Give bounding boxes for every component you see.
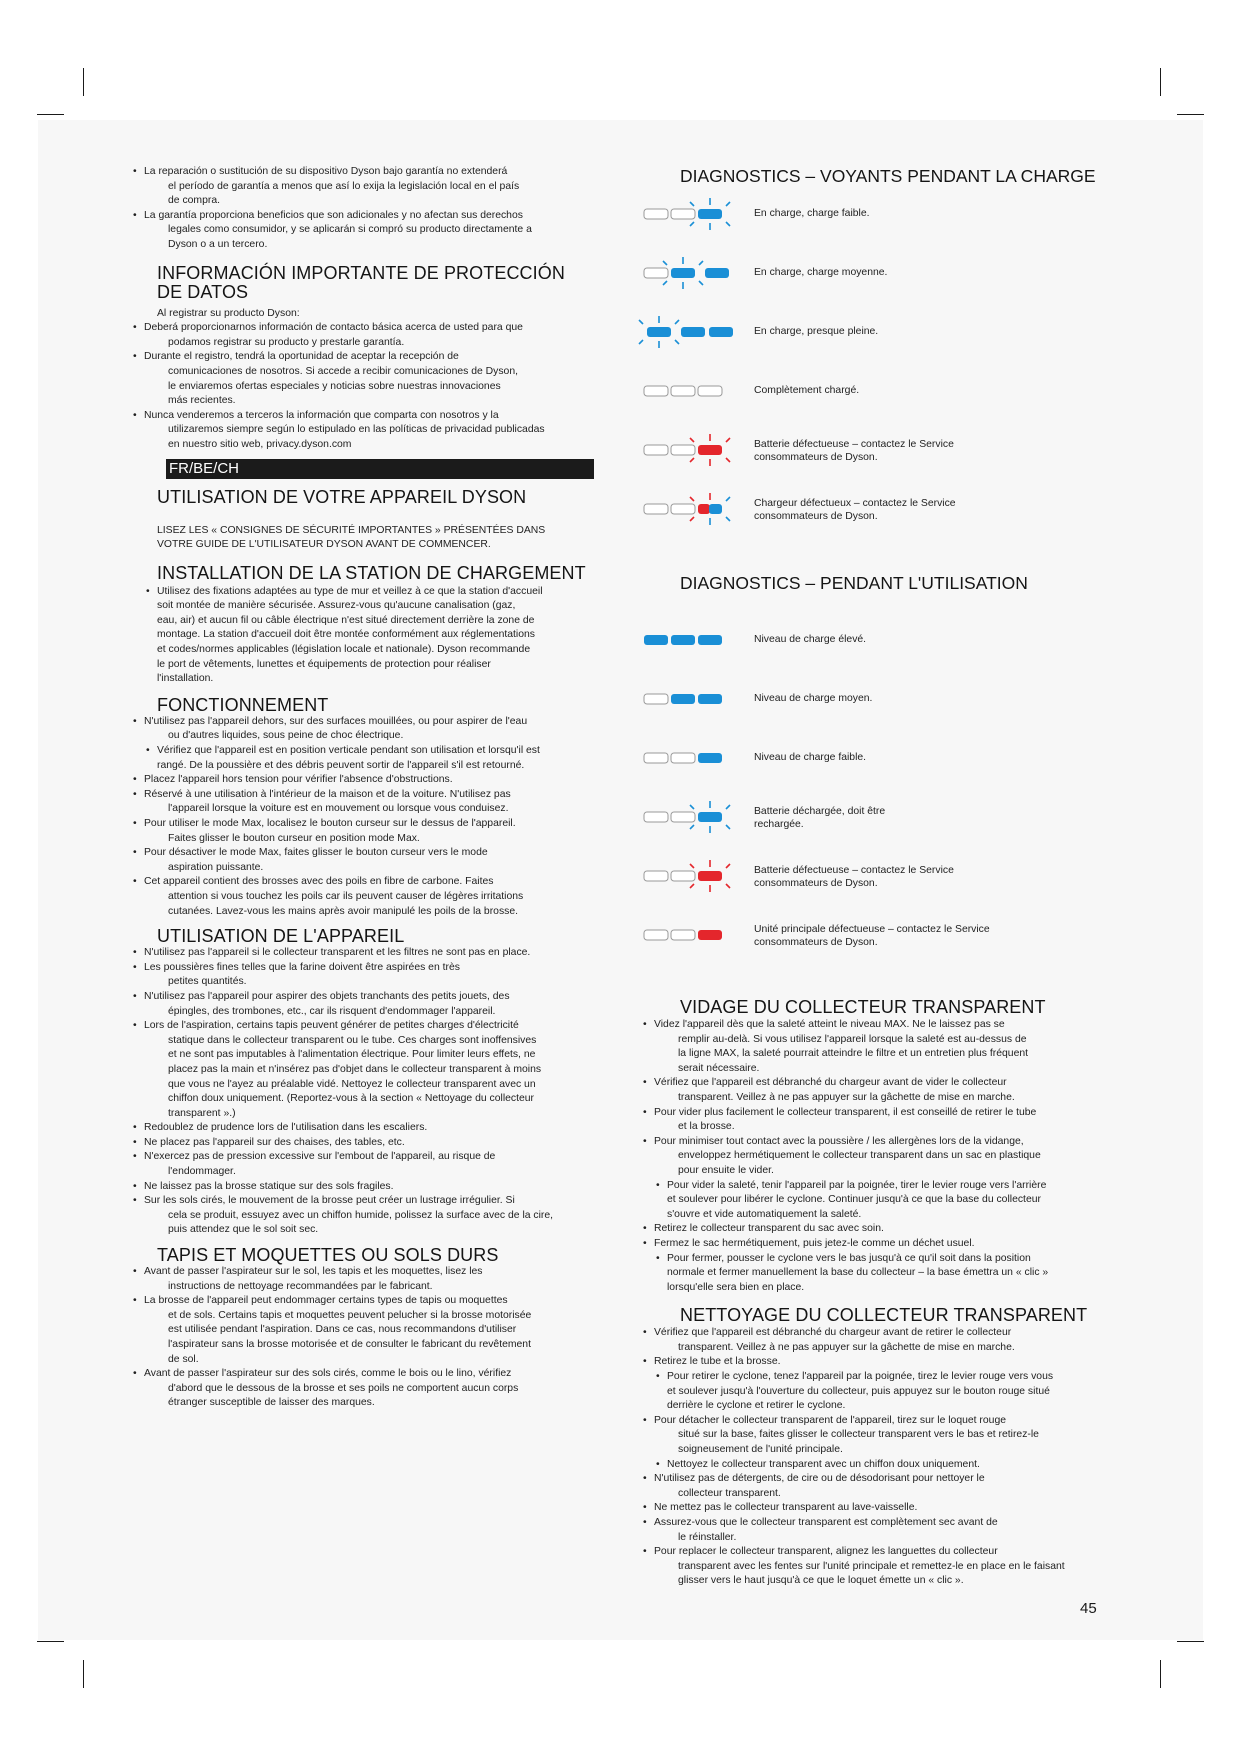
text-line: Dyson o a un tercero. (168, 238, 268, 250)
segment-red-flashing (690, 860, 730, 892)
text-line: • La brosse de l'appareil peut endommager certains types de tapis ou moquettes (144, 1295, 508, 1307)
text-line: • Nettoyez le collecteur transparent avec un chiffon doux uniquement. (667, 1458, 980, 1470)
text-line: • Deberá proporcionarnos información de contacto básica acerca de usted para que (144, 322, 523, 334)
list-item (643, 1106, 1113, 1135)
text-line: consommateurs de Dyson. (754, 511, 878, 522)
segment-blue (698, 694, 722, 704)
text-line: consommateurs de Dyson. (754, 452, 878, 463)
text-line: • Ne laissez pas la brosse statique sur des sols fragiles. (144, 1180, 394, 1192)
text-line: Chargeur défectueux – contactez le Service (754, 498, 956, 509)
battery-indicator (643, 196, 743, 230)
utilisation-heading: UTILISATION DE L'APPAREIL (157, 926, 405, 947)
text-line: normale et fermer manuellement la base du collecteur – la base émettra un « clic » (667, 1267, 1049, 1279)
charge-row (643, 432, 1113, 491)
data-bullet (133, 409, 603, 453)
text-line: glisser vers le haut jusqu'à ce que le loquet émette un « clic ». (678, 1575, 964, 1587)
text-line: le port de vêtements, lunettes et équipements de protection pour réaliser (157, 658, 491, 670)
text-line: transparent ».) (168, 1107, 236, 1119)
text-line: Complètement chargé. (754, 385, 860, 396)
list-item (643, 1472, 1113, 1501)
text-line: • Fermez le sac hermétiquement, puis jetez-le comme un déchet usuel. (654, 1237, 975, 1249)
use-row (643, 740, 1113, 799)
segment-empty-1 (644, 209, 668, 219)
battery-indicator (643, 432, 743, 466)
segment-empty-1 (644, 386, 668, 396)
text-line: • Pour minimiser tout contact avec la poussière / les allergènes lors de la vidange, (654, 1135, 1024, 1147)
text-line: et la brosse. (678, 1121, 735, 1133)
right-column (643, 166, 1113, 1589)
text-line: • Vérifiez que l'appareil est en position verticale pendant son utilisation et lorsqu'il est (157, 745, 540, 757)
text-line: • Pour utiliser le mode Max, localisez le bouton curseur sur le dessus de l'appareil. (144, 818, 516, 829)
use-row (643, 858, 1113, 917)
segment-blue (698, 635, 722, 645)
segment-empty-2 (671, 504, 695, 514)
text-line: • Pour désactiver le mode Max, faites glisser le bouton curseur vers le mode (144, 847, 488, 859)
segment-empty-1 (644, 694, 668, 704)
data-protection-heading (133, 264, 603, 302)
left-column (133, 165, 603, 1411)
list-item (643, 1018, 1113, 1076)
install-heading: INSTALLATION DE LA STATION DE CHARGEMENT (157, 562, 586, 583)
list-item (643, 1222, 1113, 1237)
text-line: • Nunca venderemos a terceros la información que comparta con nosotros y la (144, 409, 499, 421)
text-line: • La garantía proporciona beneficios que son adicionales y no afectan sus derechos (144, 209, 523, 221)
crop-mark-tl-h (37, 114, 64, 115)
text-line: pour ensuite le vider. (678, 1164, 774, 1176)
install-bullet (133, 585, 603, 687)
list-item (133, 744, 603, 773)
warranty-bullet (133, 165, 603, 209)
text-line: attention si vous touchez les poils car ils peuvent causer de légères irritations (168, 890, 524, 902)
segment-empty-2 (671, 445, 695, 455)
text-line: En charge, charge faible. (754, 208, 870, 219)
segment-empty-2 (671, 812, 695, 822)
battery-indicator (643, 858, 743, 892)
list-item (133, 875, 603, 919)
list-item (643, 1179, 1113, 1223)
text-line: de compra. (168, 195, 220, 207)
text-line: l'appareil lorsque la voiture est en mouvement ou lorsque vous conduisez. (168, 803, 509, 815)
segment-blue (681, 327, 705, 337)
text-line: • N'utilisez pas l'appareil pour aspirer des objets tranchants des petits jouets, des (144, 990, 510, 1002)
segment-blue (709, 327, 733, 337)
list-item (133, 946, 603, 961)
text-line: utilizaremos siempre según lo estipulado en las políticas de privacidad publicadas (168, 424, 545, 436)
segment-empty-1 (644, 445, 668, 455)
crop-mark-tr-v (1160, 68, 1161, 96)
text-line: transparent. Veillez à ne pas appuyer sur la gâchette de mise en marche. (678, 1091, 1015, 1103)
text-line: épingles, des trombones, etc., car ils risquent d'endommager l'appareil. (168, 1005, 496, 1017)
diag-label (754, 438, 1014, 464)
text-line: montage. La station d'accueil doit être montée conformément aux réglementations (157, 629, 535, 641)
text-line: En charge, presque pleine. (754, 326, 879, 337)
text-line: consommateurs de Dyson. (754, 878, 878, 889)
text-line: et soulever pour libérer le cyclone. Continuer jusqu'à ce que la base du collecteur (667, 1194, 1041, 1206)
list-item (643, 1355, 1113, 1370)
list-item (133, 1121, 603, 1136)
text-line: s'ouvre et vide automatiquement la saleté. (667, 1208, 862, 1220)
segment-empty-1 (644, 930, 668, 940)
segment-blue (698, 753, 722, 763)
text-line: • N'utilisez pas de détergents, de cire ou de désodorisant pour nettoyer le (654, 1473, 985, 1485)
charge-row (643, 255, 1113, 314)
diag-label (754, 692, 1014, 705)
text-line: aspiration puissante. (168, 861, 264, 873)
text-line: la ligne MAX, la saleté pourrait atteindre le filtre et un entretien plus fréquent (678, 1048, 1029, 1060)
text-line: que vous ne l'ayez au préalable vidé. Nettoyez le collecteur transparent avec un (168, 1078, 536, 1090)
text-line: d'abord que le dessous de la brosse et ses poils ne comportent aucun corps (168, 1382, 519, 1394)
text-line: collecteur transparent. (678, 1487, 781, 1499)
text-line: chiffon doux uniquement. (Reportez-vous à la section « Nettoyage du collecteur (168, 1093, 535, 1105)
battery-indicator (635, 314, 743, 348)
diag-label (754, 384, 1014, 397)
text-line: • Pour replacer le collecteur transparent, alignez les languettes du collecteur (654, 1546, 998, 1558)
text-line: rechargée. (754, 819, 804, 830)
text-line: est utilisée pendant l'aspiration. Dans ce cas, nous recommandons d'utiliser (168, 1324, 517, 1336)
use-row (643, 917, 1113, 976)
charge-row (643, 196, 1113, 255)
diag-label (754, 751, 1014, 764)
segment-blue-flashing (639, 316, 679, 348)
data-intro: Al registrar su producto Dyson: (157, 307, 300, 319)
text-line: LISEZ LES « CONSIGNES DE SÉCURITÉ IMPORTANTES » PRÉSENTÉES DANS (157, 524, 546, 536)
text-line: Niveau de charge élevé. (754, 634, 867, 645)
list-item (643, 1135, 1113, 1179)
text-line: • Redoublez de prudence lors de l'utilisation dans les escaliers. (144, 1122, 428, 1134)
text-line: serait nécessaire. (678, 1062, 760, 1074)
segment-blue (644, 635, 668, 645)
segment-blue (671, 635, 695, 645)
data-bullet (133, 350, 603, 408)
use-row (643, 799, 1113, 858)
list-item (643, 1516, 1113, 1545)
diag-label (754, 633, 1014, 646)
text-line: remplir au-delà. Si vous utilisez l'appareil lorsque la saleté est au-dessus de (678, 1033, 1027, 1045)
text-line: transparent. Veillez à ne pas appuyer sur la gâchette de mise en marche. (678, 1341, 1015, 1353)
text-line: Batterie déchargée, doit être (754, 806, 886, 817)
text-line: soigneusement de l'unité principale. (678, 1444, 843, 1456)
text-line: l'installation. (157, 673, 214, 685)
list-item (133, 715, 603, 744)
segment-red (698, 930, 722, 940)
text-line: en nuestro sitio web, privacy.dyson.com (168, 438, 352, 450)
segment-empty-2 (671, 753, 695, 763)
text-line: soit montée de manière sécurisée. Assurez-vous qu'aucune canalisation (gaz, (157, 600, 516, 612)
heading-line: INFORMACIÓN IMPORTANTE DE PROTECCIÓN (157, 262, 565, 283)
charge-row (643, 491, 1113, 550)
text-line: • Retirez le collecteur transparent du sac avec soin. (654, 1223, 884, 1235)
text-line: • Placez l'appareil hors tension pour vérifier l'absence d'obstructions. (144, 774, 453, 786)
use-row (643, 681, 1113, 740)
text-line: • La reparación o sustitución de su dispositivo Dyson bajo garantía no extenderá (144, 166, 508, 177)
text-line: • Vérifiez que l'appareil est débranché du chargeur avant de vider le collecteur (654, 1077, 1007, 1089)
text-line: • Pour vider plus facilement le collecteur transparent, il est conseillé de retirer le tube (654, 1106, 1037, 1118)
list-item (133, 1019, 603, 1121)
battery-indicator (643, 681, 743, 715)
segment-empty-2 (671, 386, 695, 396)
diag-label (754, 923, 1014, 949)
text-line: ou d'autres liquides, sous peine de choc électrique. (168, 730, 404, 742)
text-line: el período de garantía a menos que así lo exija la legislación local en el país (168, 180, 520, 192)
tapis-heading: TAPIS ET MOQUETTES OU SOLS DURS (157, 1245, 499, 1266)
text-line: • N'exercez pas de pression excessive sur l'embout de l'appareil, au risque de (144, 1151, 496, 1163)
text-line: lorsqu'elle sera bien en place. (667, 1281, 805, 1293)
text-line: et ne sont pas imputables à l'alimentation électrique. Pour limiter leurs effets, ne (168, 1049, 536, 1061)
text-line: rangé. De la poussière et des débris peuvent sortir de l'appareil s'il est retourné. (157, 759, 525, 771)
diag-label (754, 805, 1014, 831)
segment-empty-2 (671, 930, 695, 940)
list-item (643, 1076, 1113, 1105)
segment-red-flashing (690, 434, 730, 466)
list-item (133, 1194, 603, 1238)
diag-label (754, 207, 1014, 220)
segment-blue (705, 268, 729, 278)
diag-label (754, 864, 1014, 890)
list-item (133, 1367, 603, 1411)
text-line: l'aspirateur sans la brosse motorisée et de consulter le fabricant du revêtement (168, 1339, 531, 1350)
diag-label (754, 266, 1014, 279)
list-item (643, 1501, 1113, 1516)
text-line: puis attendez que le sol soit sec. (168, 1224, 319, 1236)
text-line: • N'utilisez pas l'appareil dehors, sur des surfaces mouillées, ou pour aspirer de l'eau (144, 715, 528, 727)
text-line: le enviaremos ofertas especiales y noticias sobre nuestras innovaciones (168, 380, 501, 392)
diag-use-heading: DIAGNOSTICS – PENDANT L'UTILISATION (680, 573, 1028, 593)
text-line: et de sols. Certains tapis et moquettes peuvent pelucher si la brosse motorisée (168, 1309, 532, 1321)
vidage-heading: VIDAGE DU COLLECTEUR TRANSPARENT (680, 997, 1046, 1017)
text-line: • Durante el registro, tendrá la oportunidad de aceptar la recepción de (144, 351, 459, 363)
text-line: instructions de nettoyage recommandées par le fabricant. (168, 1280, 433, 1292)
text-line: • Les poussières fines telles que la farine doivent être aspirées en très (144, 961, 460, 973)
charge-row (643, 373, 1113, 432)
text-line: • Pour détacher le collecteur transparent de l'appareil, tirez sur le loquet rouge (654, 1414, 1007, 1426)
list-item (133, 773, 603, 788)
text-line: cutanées. Lavez-vous les mains après avoir manipulé les poils de la brosse. (168, 905, 518, 917)
segment-empty-1 (644, 504, 668, 514)
segment-empty-1 (644, 753, 668, 763)
list-item (133, 1150, 603, 1179)
text-line: derrière le cyclone et retirer le cyclone. (667, 1400, 846, 1412)
text-line: • Sur les sols cirés, le mouvement de la brosse peut créer un lustrage irrégulier. Si (144, 1195, 515, 1207)
text-line: cela se produit, essuyez avec un chiffon humide, polissez la surface avec de la cire, (168, 1209, 554, 1221)
use-row (643, 622, 1113, 681)
segment-empty-2 (671, 209, 695, 219)
list-item (643, 1237, 1113, 1252)
battery-indicator (643, 799, 743, 833)
warranty-bullet (133, 209, 603, 253)
page-number: 45 (1080, 1600, 1097, 1617)
diag-label (754, 325, 1014, 338)
segment-blue (671, 694, 695, 704)
battery-indicator (643, 255, 743, 289)
list-item (133, 817, 603, 846)
text-line: Batterie défectueuse – contactez le Service (754, 439, 954, 450)
text-line: • Pour retirer le cyclone, tenez l'appareil par la poignée, tirez le levier rouge vers vous (667, 1371, 1054, 1383)
text-line: et codes/normes applicables (législation locale et nationale). Dyson recommande (157, 644, 531, 656)
segment-empty-3 (698, 386, 722, 396)
text-line: consommateurs de Dyson. (754, 937, 878, 948)
text-line: enveloppez hermétiquement le collecteur transparent dans un sac en plastique (678, 1150, 1041, 1162)
nettoyage-heading: NETTOYAGE DU COLLECTEUR TRANSPARENT (680, 1305, 1088, 1326)
charge-row (643, 314, 1113, 373)
text-line: étranger susceptible de laisser des marques. (168, 1397, 375, 1409)
text-line: • Avant de passer l'aspirateur sur le sol, les tapis et les moquettes, lisez les (144, 1266, 483, 1278)
text-line: petites quantités. (168, 976, 247, 988)
battery-indicator (643, 491, 743, 525)
list-item (643, 1370, 1113, 1414)
text-line: • Ne mettez pas le collecteur transparent au lave-vaisselle. (654, 1502, 918, 1514)
text-line: transparent avec les fentes sur l'unité principale et remettez-le en place en le faisant (678, 1560, 1065, 1572)
crop-mark-br-v (1160, 1660, 1161, 1688)
safety-note (133, 524, 603, 553)
text-line: placez pas la main et n'insérez pas d'objet dans le collecteur transparent à moins (168, 1063, 542, 1075)
battery-indicator (643, 622, 743, 656)
segment-blue-flashing (663, 257, 703, 289)
list-item (133, 1265, 603, 1294)
text-line: podamos registrar su producto y prestarle garantía. (168, 336, 405, 348)
text-line: de sol. (168, 1353, 199, 1365)
text-line: Batterie défectueuse – contactez le Service (754, 865, 954, 876)
list-item (643, 1545, 1113, 1589)
segment-empty-1 (644, 871, 668, 881)
battery-indicator (643, 917, 743, 951)
diag-charge-heading: DIAGNOSTICS – VOYANTS PENDANT LA CHARGE (680, 166, 1096, 186)
list-item (133, 1180, 603, 1195)
data-bullet (133, 321, 603, 350)
list-item (643, 1326, 1113, 1355)
segment-blue-flashing (690, 801, 730, 833)
text-line: • Réservé à une utilisation à l'intérieur de la maison et de la voiture. N'utilisez pas (144, 788, 511, 800)
text-line: • Avant de passer l'aspirateur sur des sols cirés, comme le bois ou le lino, vérifiez (144, 1368, 512, 1380)
crop-mark-bl-h (37, 1641, 64, 1642)
text-line: eau, air) et aucun fil ou câble électrique n'est situé directement derrière la zone de (157, 614, 535, 626)
segment-blue-flashing (690, 198, 730, 230)
heading-line: DE DATOS (157, 281, 249, 302)
list-item (133, 990, 603, 1019)
text-line: et soulever jusqu'à l'ouverture du collecteur, puis appuyez sur le bouton rouge situé (667, 1385, 1050, 1397)
usage-heading: UTILISATION DE VOTRE APPAREIL DYSON (157, 486, 527, 507)
battery-indicator (643, 373, 743, 407)
text-line: • Vérifiez que l'appareil est débranché du chargeur avant de retirer le collecteur (654, 1327, 1012, 1339)
list-item (133, 1136, 603, 1151)
text-line: • Ne placez pas l'appareil sur des chaises, des tables, etc. (144, 1136, 405, 1148)
list-item (133, 788, 603, 817)
text-line: • Lors de l'aspiration, certains tapis peuvent générer de petites charges d'électricité (144, 1020, 519, 1032)
text-line: le réinstaller. (678, 1531, 737, 1543)
text-line: • Videz l'appareil dès que la saleté atteint le niveau MAX. Ne le laissez pas se (654, 1019, 1005, 1030)
region-band: FR/BE/CH (166, 459, 594, 479)
text-line: En charge, charge moyenne. (754, 267, 888, 278)
text-line: • Utilisez des fixations adaptées au type de mur et veillez à ce que la station d'accueil (157, 585, 543, 597)
text-line: situé sur la base, faites glisser le collecteur transparent vers le bas et retirez-le (678, 1429, 1039, 1441)
segment-empty-2 (671, 871, 695, 881)
text-line: VOTRE GUIDE DE L'UTILISATEUR DYSON AVANT DE COMMENCER. (157, 539, 491, 551)
diag-label (754, 497, 1014, 523)
fonctionnement-heading: FONCTIONNEMENT (157, 694, 329, 715)
list-item (133, 1294, 603, 1367)
crop-mark-tr-h (1177, 114, 1204, 115)
text-line: Niveau de charge moyen. (754, 693, 873, 704)
text-line: • Pour vider la saleté, tenir l'appareil par la poignée, tirer le levier rouge vers l'arrière (667, 1179, 1047, 1191)
battery-indicator (643, 740, 743, 774)
text-line: l'endommager. (168, 1166, 236, 1178)
text-line: • Retirez le tube et la brosse. (654, 1356, 781, 1368)
text-line: • Pour fermer, pousser le cyclone vers le bas jusqu'à ce qu'il soit dans la position (667, 1252, 1031, 1264)
crop-mark-br-h (1177, 1641, 1204, 1642)
segment-red-blue-flashing (690, 493, 730, 525)
text-line: • Cet appareil contient des brosses avec des poils en fibre de carbone. Faites (144, 876, 494, 888)
text-line: statique dans le collecteur transparent ou le tube. Ces charges sont inoffensives (168, 1034, 537, 1046)
list-item (643, 1414, 1113, 1458)
crop-mark-tl-v (83, 68, 84, 96)
text-line: • N'utilisez pas l'appareil si le collecteur transparent et les filtres ne sont pas en place. (144, 947, 531, 959)
text-line: más recientes. (168, 395, 236, 407)
text-line: legales como consumidor, y se aplicarán si compró su producto directamente a (168, 224, 532, 236)
list-item (643, 1458, 1113, 1473)
text-line: • Assurez-vous que le collecteur transparent est complètement sec avant de (654, 1517, 998, 1528)
list-item (133, 846, 603, 875)
crop-mark-bl-v (83, 1660, 84, 1688)
list-item (643, 1252, 1113, 1296)
text-line: Unité principale défectueuse – contactez le Service (754, 924, 990, 935)
text-line: Faites glisser le bouton curseur en position mode Max. (168, 832, 420, 844)
segment-empty-1 (644, 268, 668, 278)
list-item (133, 961, 603, 990)
text-line: Niveau de charge faible. (754, 752, 867, 763)
segment-empty-1 (644, 812, 668, 822)
text-line: comunicaciones de nosotros. Si accede a recibir comunicaciones de Dyson, (168, 365, 518, 377)
